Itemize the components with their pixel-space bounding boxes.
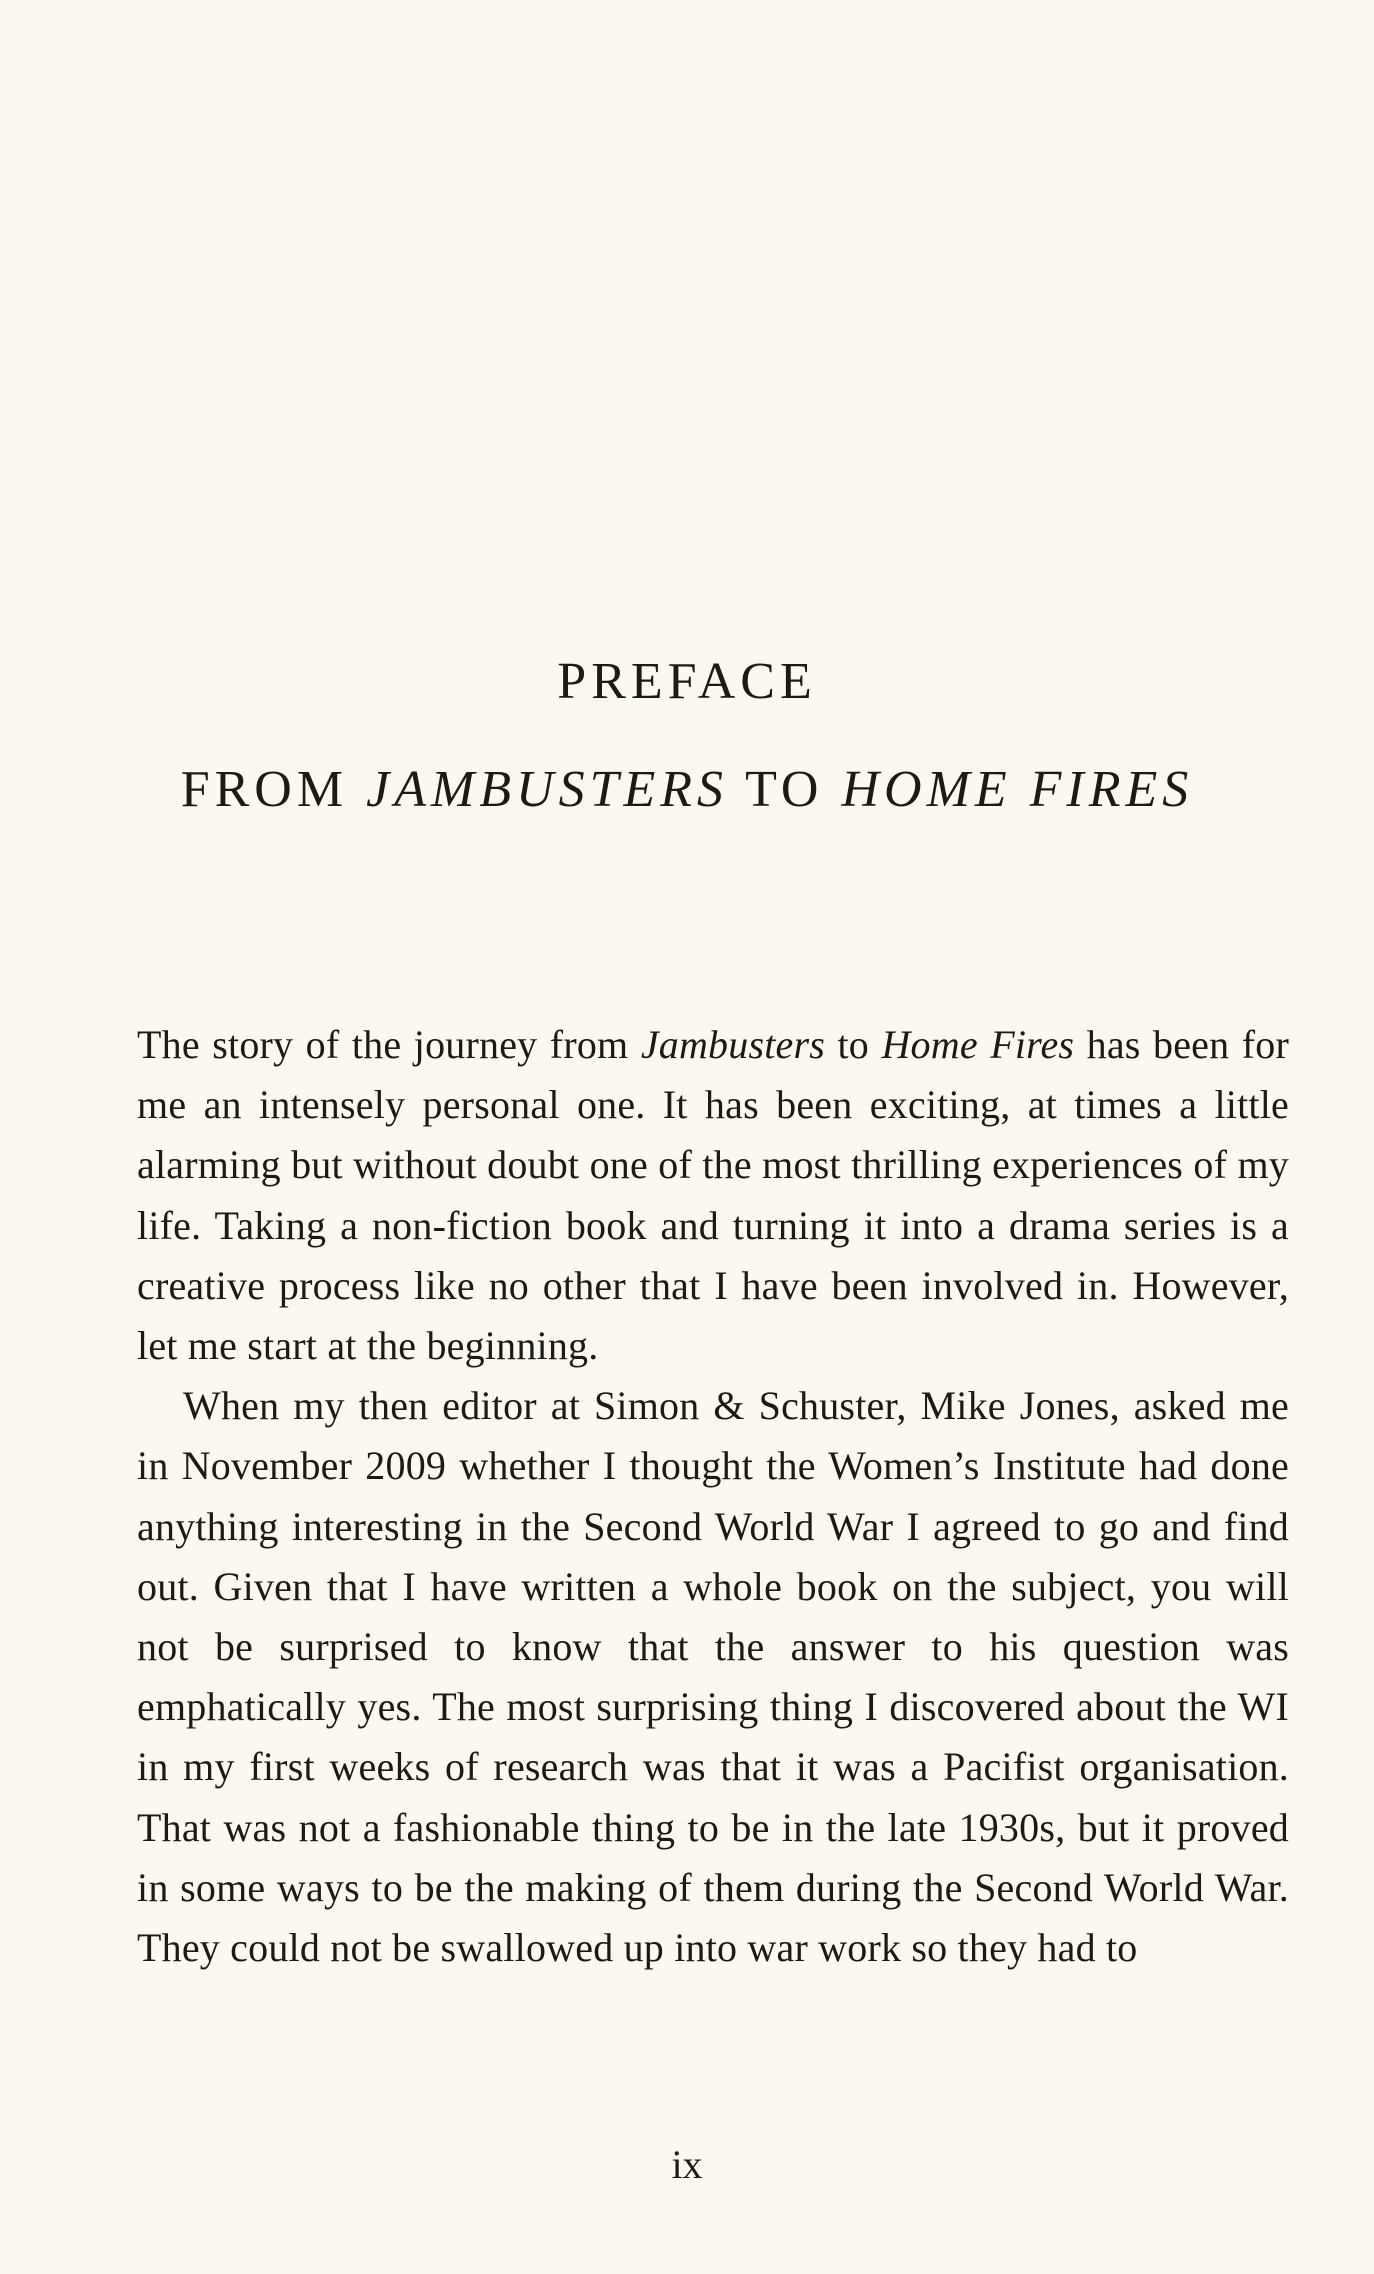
book-title-home-fires: Home Fires [881,1022,1075,1067]
book-title-jambusters: Jambusters [640,1022,826,1067]
paragraph-1-text-end: has been for me an intensely personal one. It has been exciting, at times a little alarming but without doubt one of the most thrilling experiences of my life. Taking a non-fiction book and turning it into a drama series is a creative process like no other that I have been involved in. However, let me start at the beginning. [137,1022,1289,1369]
paragraph-1 [137,1015,1289,1376]
paragraph-2: When my then editor at Simon & Schuster, Mike Jones, asked me in November 2009 whether I thought the Women’s Institute had done anything interesting in the Second World War I agreed to go and find out. Given that I have written a whole book on the subject, you will not be surprised to know that the answer to his question was emphatically yes. The most surprising thing I discovered about the WI in my first weeks of research was that it was a Pacifist organisation. That was not a fashionable thing to be in the late 1930s, but it proved in some ways to be the making of them during the Second World War. They could not be swallowed up into war work so they had to [137,1383,1289,1971]
paragraph-1-text-start: The story of the journey from [137,1022,641,1067]
body-text [137,1015,1289,1978]
preface-title: PREFACE [557,653,817,710]
chapter-title-prefix: FROM [180,761,367,818]
chapter-title-book2: HOME FIRES [841,761,1194,818]
chapter-title-middle: TO [728,761,842,818]
page-number: ix [671,2142,703,2187]
chapter-title-book1: JAMBUSTERS [366,761,729,818]
chapter-title [0,756,1374,824]
paragraph-1-text-mid: to [825,1022,882,1067]
